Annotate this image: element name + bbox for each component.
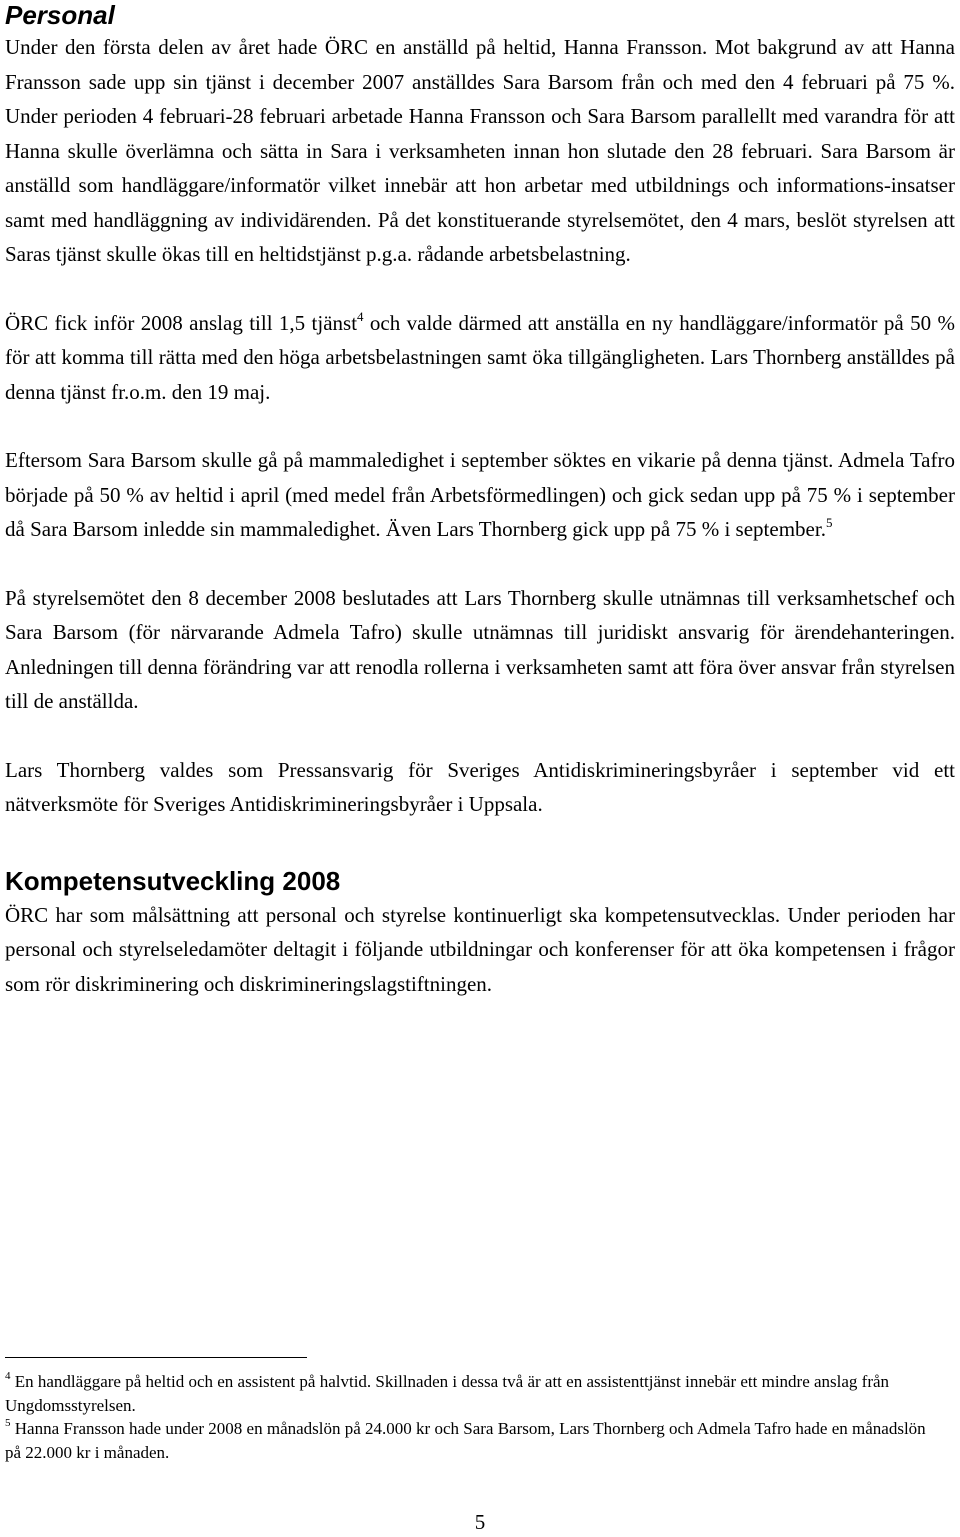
footnotes	[5, 1370, 940, 1464]
footnote-4-text: En handläggare på heltid och en assistent på halvtid. Skillnaden i dessa två är att en assistenttjänst innebär ett mindre anslag från Ungdomsstyrelsen.	[5, 1372, 890, 1415]
footnote-ref-4[interactable]: 4	[357, 308, 364, 324]
footnote-separator	[5, 1357, 307, 1358]
footnote-marker-4: 4	[5, 1370, 11, 1382]
section-heading-kompetensutveckling: Kompetensutveckling 2008	[5, 865, 341, 896]
footnote-marker-5: 5	[5, 1417, 11, 1429]
footnote-4	[5, 1370, 940, 1417]
document-page	[5, 0, 955, 1001]
paragraph-parental-leave	[5, 443, 955, 547]
paragraph-press-role: Lars Thornberg valdes som Pressansvarig för Sveriges Antidiskrimineringsbyråer i september vid ett nätverksmöte för Sveriges Antidiskrimineringsbyråer i Uppsala.	[5, 757, 955, 816]
paragraph-parental-leave-text: Eftersom Sara Barsom skulle gå på mammaledighet i september söktes en vikarie på denna tjänst. Admela Tafro började på 50 % av heltid i april (med medel från Arbetsförmedlingen) och gick sedan upp på 75 % i september då Sara Barsom inledde sin mammaledighet. Även Lars Thornberg gick upp på 75 % i september.	[5, 448, 955, 541]
paragraph-funding	[5, 306, 955, 410]
paragraph-competence-development: ÖRC har som målsättning att personal och styrelse kontinuerligt ska kompetensutvecklas. Under perioden har personal och styrelseledamöter deltagit i följande utbildningar och konferenser för att öka kompetensen i frågor som rör diskriminering och diskrimineringslagstiftningen.	[5, 902, 955, 996]
footnote-ref-5[interactable]: 5	[825, 515, 833, 530]
paragraph-board-decision: På styrelsemötet den 8 december 2008 beslutades att Lars Thornberg skulle utnämnas till verksamhetschef och Sara Barsom (för närvarande Admela Tafro) skulle utnämnas till juridiskt ansvarig för ärendehanteringen. Anledningen till denna förändring var att renodla rollerna i verksamheten samt att föra över ansvar från styrelsen till de anställda.	[5, 585, 955, 713]
section-heading-personal: Personal	[5, 0, 115, 30]
paragraph-funding-text-b: och valde därmed att anställa en ny handläggare/informatör på 50 % för att komma till rätta med den höga arbetsbelastningen samt öka tillgängligheten. Lars Thornberg anställdes på denna tjänst fr.o.m. den 19 maj.	[5, 310, 955, 404]
footnote-5-text: Hanna Fransson hade under 2008 en månadslön på 24.000 kr och Sara Barsom, Lars Thornberg och Admela Tafro hade en månadslön på 22.000 kr i månaden.	[5, 1419, 926, 1462]
paragraph-personal-staff: Under den första delen av året hade ÖRC en anställd på heltid, Hanna Fransson. Mot bakgrund av att Hanna Fransson sade upp sin tjänst i december 2007 anställdes Sara Barsom från och med den 4 februari på 75 %. Under perioden 4 februari-28 februari arbetade Hanna Fransson och Sara Barsom parallellt med varandra för att Hanna skulle överlämna och sätta in Sara i verksamheten innan hon slutade den 28 februari. Sara Barsom är anställd som handläggare/informatör vilket innebär att hon arbetar med utbildnings och informations-insatser samt med handläggning av individärenden. På det konstituerande styrelsemötet, den 4 mars, beslöt styrelsen att Saras tjänst skulle ökas till en heltidstjänst p.g.a. rådande arbetsbelastning.	[5, 35, 955, 266]
footnote-5	[5, 1417, 940, 1464]
page-number: 5	[474, 1510, 486, 1534]
paragraph-funding-text-a: ÖRC fick inför 2008 anslag till 1,5 tjänst	[5, 310, 358, 335]
